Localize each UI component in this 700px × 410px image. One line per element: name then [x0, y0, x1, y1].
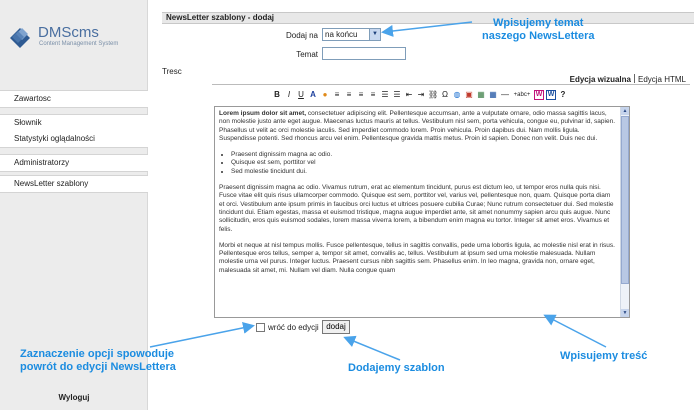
scroll-thumb[interactable]: [621, 116, 629, 284]
editor-text: consectetuer adipiscing elit. Pellentesque accumsan, ante a vulputate ornare, odio massa sagittis lacus, non molestie justo ante eget augue. Maecenas luctus mauris at tellus. Vestibulum nisl sem, porta vehicula, congue eu, pulvinar id, sapien. Phasellus ut velit ac orci molestie iaculis. Sed imperdiet commodo lorem. Proin vehicula. Proin dapibus dui. Nam mollis ligula. Suspendisse potenti. Sed rhoncus arcu vel enim. Pellentesque gravida mattis metus. Proin id sapien. Donec non velit. Duis nec dui.: [219, 110, 616, 142]
editor-paragraph: Praesent dignissim magna ac odio. Vivamus rutrum, erat ac elementum tincidunt, purus est dictum leo, ut tempor eros nulla quis nisi. Fusce vitae elit quis risus ullamcorper commodo. Quisque est sem, porttitor vel, varius vel, pellentesque non, quam. Quisque porta diam et orci. Vestibulum ante ipsum primis in faucibus orci luctus et ultrices posuere cubilia Curae; Nunc rutrum consectetuer dui. Sed molestie tincidunt dui. Etiam egestas, massa et euismod tristique, magna augue imperdiet ante, sit amet nonummy sapien arcu quis augue. Nunc sollicitudin, eros quis euismod sodales, lorem massa viverra lorem, a bibendum enim magna eu tortor. Integer sit amet eros. Vivamus et felis.: [219, 184, 614, 233]
tresc-label: Tresc: [162, 67, 182, 76]
outdent-icon[interactable]: ⇤: [405, 90, 413, 99]
globe-icon[interactable]: ◍: [453, 90, 461, 99]
sidebar-group-newsletter: [0, 175, 148, 193]
link-icon[interactable]: ⛓: [428, 90, 439, 99]
editor-paragraph: Morbi et neque at nisl tempus mollis. Fusce pellentesque, tellus in sagittis convallis, pede urna lobortis ligula, ac molestie nisl erat in risus. Pellentesque eros tellus, semper a, tempor sit amet, convallis ac, tellus. Vestibulum at ipsum sed urna molestie malesuada. Nullam molestie urna vel purus. Integer luctus. Praesent cursus nibh sagittis sem. Phasellus enim. In leo magna, gravida non, ornare eget, malesuada sit amet, mi. Nullam vel diam. Nulla congue quam: [219, 241, 615, 274]
editor-bullet-list: [231, 151, 617, 176]
annotation-dodajemy: Dodajemy szablon: [348, 362, 445, 374]
tab-visual-edit[interactable]: Edycja wizualna: [569, 75, 631, 84]
editor-toolbar: [272, 90, 570, 102]
editor-tabs: [568, 74, 688, 84]
editor-bold-text: Lorem ipsum dolor sit amet,: [219, 110, 307, 117]
font-color-icon[interactable]: A: [310, 90, 316, 99]
logo: [8, 22, 128, 52]
annotation-powrot-text: Zaznaczenie opcji spowoduje powrót do edycji NewsLettera: [20, 348, 176, 373]
annotation-temat-text: Wpisujemy temat naszego NewsLettera: [482, 17, 595, 42]
special-char-icon[interactable]: Ω: [442, 90, 448, 99]
dodaj-na-value: na końcu: [325, 30, 358, 39]
sidebar-item-newsletter-szablony[interactable]: NewsLetter szablony: [14, 179, 89, 188]
media-icon[interactable]: ▦: [477, 90, 485, 99]
color-palette-icon[interactable]: ●: [322, 90, 328, 99]
strikethrough-abc-icon[interactable]: +abc+: [513, 92, 531, 98]
logo-name: DMScms: [38, 24, 99, 41]
editor-paragraph: [219, 110, 617, 143]
sidebar-group-admins: [0, 154, 148, 172]
annotation-tresc: Wpisujemy treść: [560, 350, 648, 362]
table-icon[interactable]: ▦: [489, 90, 497, 99]
horizontal-rule-icon[interactable]: —: [501, 90, 509, 99]
indent-icon[interactable]: ⇥: [417, 90, 425, 99]
editor-bullet-item: • Quisque est sem, porttitor vel: [231, 159, 617, 167]
help-icon[interactable]: ?: [560, 90, 566, 99]
tab-separator: [634, 74, 635, 83]
tab-underline: [212, 84, 690, 85]
align-right-icon[interactable]: ≡: [358, 90, 364, 99]
page-title: NewsLetter szablony - dodaj: [162, 12, 694, 24]
ordered-list-icon[interactable]: ☰: [381, 90, 389, 99]
sidebar-group-stats: [0, 114, 148, 148]
underline-icon[interactable]: U: [298, 90, 304, 99]
dodaj-na-select[interactable]: [322, 28, 381, 41]
annotation-temat: [482, 17, 594, 43]
align-center-icon[interactable]: ≡: [346, 90, 352, 99]
chevron-down-icon[interactable]: ▼: [369, 29, 380, 40]
logo-subtitle: Content Management System: [39, 41, 119, 47]
scroll-down-icon[interactable]: ▼: [622, 310, 628, 316]
sidebar-group-content: [0, 90, 148, 108]
temat-label: Temat: [296, 50, 318, 59]
justify-icon[interactable]: ≡: [370, 90, 376, 99]
sidebar-item-statystyki[interactable]: Statystyki oglądalności: [14, 134, 95, 143]
sidebar-item-slownik[interactable]: Słownik: [14, 118, 42, 127]
word-paste-icon[interactable]: W: [535, 91, 543, 98]
back-to-edit-label: wróć do edycji: [268, 323, 319, 332]
sidebar-item-administratorzy[interactable]: Administratorzy: [14, 158, 70, 167]
annotation-powrot: [20, 348, 176, 374]
rich-text-editor[interactable]: [214, 106, 630, 318]
sidebar-item-zawartosc[interactable]: Zawartosc: [14, 94, 51, 103]
editor-content[interactable]: [219, 110, 617, 283]
dodaj-na-label: Dodaj na: [285, 31, 318, 40]
unordered-list-icon[interactable]: ☰: [393, 90, 401, 99]
editor-scrollbar[interactable]: [620, 107, 629, 317]
tab-html-edit[interactable]: Edycja HTML: [637, 75, 686, 84]
temat-input[interactable]: [322, 47, 406, 60]
bold-icon[interactable]: B: [274, 90, 280, 99]
align-left-icon[interactable]: ≡: [334, 90, 340, 99]
image-icon[interactable]: ▣: [465, 90, 473, 99]
scroll-up-icon[interactable]: ▲: [622, 108, 628, 114]
back-to-edit-checkbox[interactable]: [256, 323, 265, 332]
word-cleanup-icon[interactable]: W: [547, 91, 555, 98]
dodaj-button[interactable]: dodaj: [322, 320, 350, 334]
logo-mark-icon: [8, 24, 32, 48]
logout-link[interactable]: Wyloguj: [58, 393, 90, 402]
italic-icon[interactable]: I: [287, 90, 291, 99]
editor-bullet-item: • Sed molestie tincidunt dui.: [231, 168, 617, 176]
editor-bullet-item: • Praesent dignissim magna ac odio.: [231, 151, 617, 159]
